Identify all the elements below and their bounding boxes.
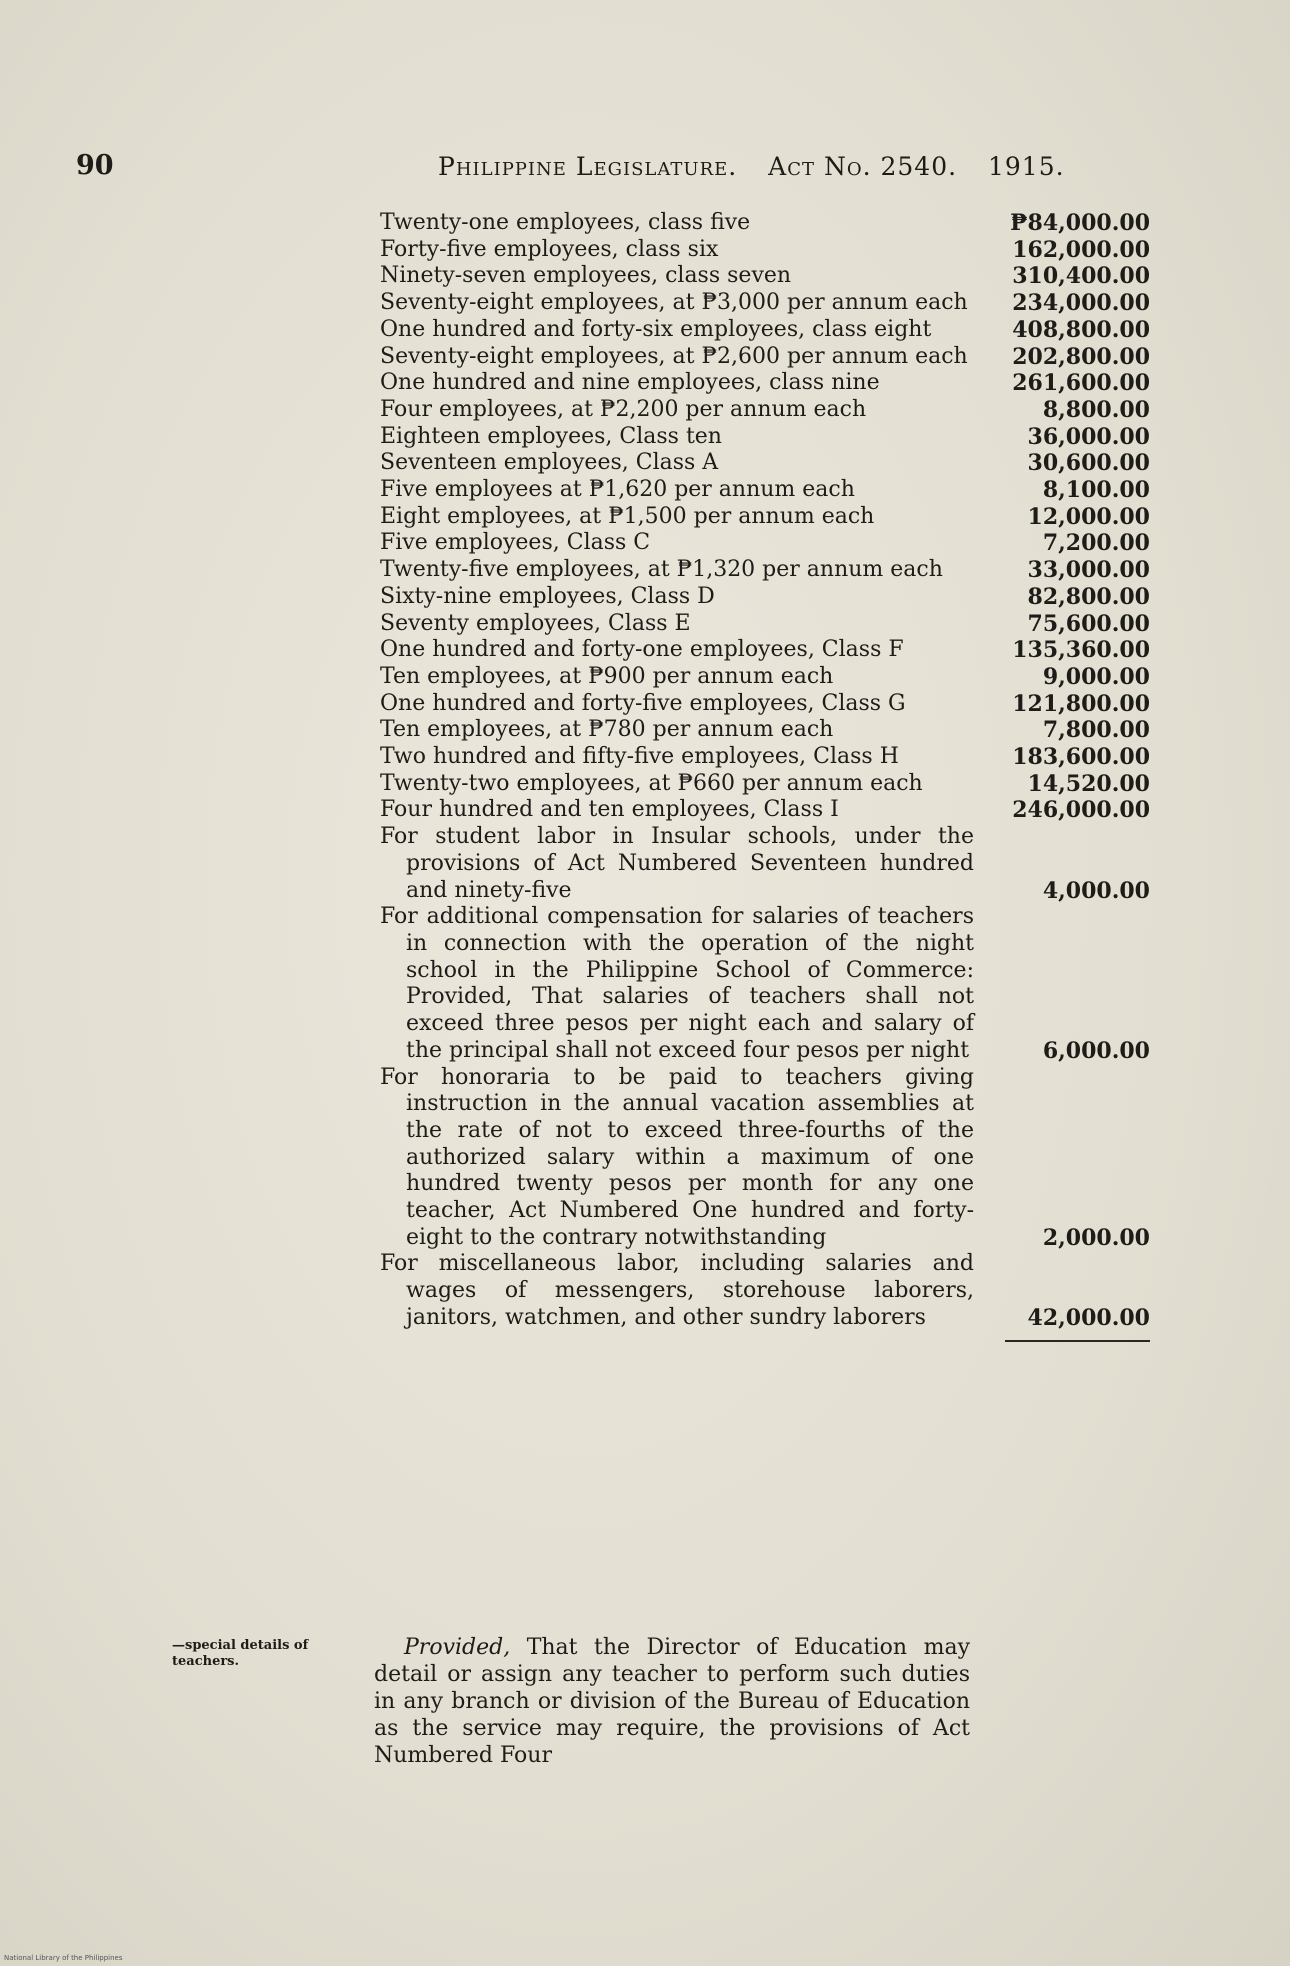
entry-description: Five employees at ₱1,620 per annum each (380, 477, 855, 503)
appropriation-entry (380, 691, 1150, 718)
appropriation-list (380, 210, 1150, 1332)
footer-credit: National Library of the Philippines (4, 1954, 123, 1962)
entry-description: Four employees, at ₱2,200 per annum each (380, 396, 867, 422)
entry-amount: 162,000.00 (1012, 236, 1150, 263)
appropriation-entry (380, 797, 1150, 824)
entry-amount: 2,000.00 (1042, 1224, 1150, 1251)
entry-description: Two hundred and fifty-five employees, Class H (380, 744, 899, 770)
running-head-act: Act No. 2540. (768, 152, 958, 181)
appropriation-entry (380, 771, 1150, 798)
entry-amount: 42,000.00 (1027, 1304, 1150, 1331)
appropriation-entry (380, 210, 1150, 237)
entry-description: Ten employees, at ₱900 per annum each (380, 663, 834, 689)
proviso-text: That the Director of Education may detail or assign any teacher to perform such duties in any branch or division of the Bureau of Education as the service may require, the provisions of Act Numbered Four (374, 1635, 970, 1768)
entry-description: Sixty-nine employees, Class D (380, 583, 715, 609)
appropriation-entry (380, 477, 1150, 504)
appropriation-entry (380, 1065, 1150, 1252)
entry-amount: 33,000.00 (1027, 557, 1150, 584)
appropriation-entry (380, 370, 1150, 397)
entry-amount: 14,520.00 (1027, 770, 1150, 797)
appropriation-entry (380, 424, 1150, 451)
entry-description: Seventy-eight employees, at ₱3,000 per annum each (380, 290, 968, 316)
appropriation-entry (380, 397, 1150, 424)
entry-amount: 12,000.00 (1027, 503, 1150, 530)
appropriation-entry (380, 664, 1150, 691)
appropriation-entry (380, 717, 1150, 744)
running-head-title: Philippine Legislature. (438, 152, 738, 181)
entry-description: Seventeen employees, Class A (380, 450, 719, 476)
appropriation-entry (380, 317, 1150, 344)
entry-amount: 234,000.00 (1012, 290, 1150, 317)
appropriation-entry (380, 530, 1150, 557)
appropriation-entry (380, 557, 1150, 584)
appropriation-entry (380, 344, 1150, 371)
running-head-year: 1915. (988, 152, 1065, 181)
entry-amount: 408,800.00 (1012, 316, 1150, 343)
entry-description: Seventy-eight employees, at ₱2,600 per annum each (380, 343, 968, 369)
entry-amount: 246,000.00 (1012, 797, 1150, 824)
entry-amount: 36,000.00 (1027, 423, 1150, 450)
appropriation-entry (380, 1251, 1150, 1331)
entry-description: Ten employees, at ₱780 per annum each (380, 717, 834, 743)
entry-amount: 4,000.00 (1042, 877, 1150, 904)
appropriation-entry (380, 237, 1150, 264)
entry-description: One hundred and forty-six employees, class eight (380, 316, 932, 342)
entry-description: For miscellaneous labor, including salaries and wages of messengers, storehouse laborers, janitors, watchmen, and other sundry laborers (380, 1251, 974, 1330)
page-header (76, 150, 1106, 190)
appropriation-entry (380, 611, 1150, 638)
entry-description: One hundred and forty-five employees, Class G (380, 690, 906, 716)
entry-amount: 8,800.00 (1042, 396, 1150, 423)
entry-description: Twenty-five employees, at ₱1,320 per annum each (380, 557, 943, 583)
total-rule (1005, 1340, 1150, 1342)
appropriation-entry (380, 744, 1150, 771)
appropriation-entry (380, 904, 1150, 1064)
proviso-lead: Provided, (404, 1635, 511, 1660)
entry-description: Twenty-two employees, at ₱660 per annum each (380, 770, 923, 796)
appropriation-entry (380, 450, 1150, 477)
entry-amount: ₱84,000.00 (1010, 210, 1150, 236)
entry-description: One hundred and forty-one employees, Class F (380, 637, 904, 663)
entry-description: For honoraria to be paid to teachers giving instruction in the annual vacation assemblies at the rate of not to exceed three-fourths of the authorized salary within a maximum of one hundred twenty pesos per month for any one teacher, Act Numbered One hundred and forty-eight to the contrary notwithstanding (380, 1064, 974, 1250)
entry-description: Five employees, Class C (380, 530, 651, 556)
entry-description: Ninety-seven employees, class seven (380, 263, 792, 289)
entry-amount: 121,800.00 (1012, 690, 1150, 717)
entry-amount: 7,800.00 (1042, 717, 1150, 744)
entry-amount: 9,000.00 (1042, 663, 1150, 690)
margin-note: —special details of teachers. (172, 1638, 309, 1669)
appropriation-entry (380, 263, 1150, 290)
entry-amount: 82,800.00 (1027, 583, 1150, 610)
entry-amount: 183,600.00 (1012, 744, 1150, 771)
entry-description: Eighteen employees, Class ten (380, 423, 722, 449)
entry-description: Twenty-one employees, class five (380, 210, 751, 235)
entry-amount: 75,600.00 (1027, 610, 1150, 637)
entry-description: For additional compensation for salaries of teachers in connection with the operation of the night school in the Philippine School of Commerce: Provided, That salaries of teachers shall not exceed three pesos per night each and salary of the principal shall not exceed four pesos per night (380, 904, 974, 1063)
appropriation-entry (380, 637, 1150, 664)
appropriation-entry (380, 584, 1150, 611)
entry-description: Eight employees, at ₱1,500 per annum each (380, 503, 875, 529)
running-head (438, 152, 1087, 181)
page-number: 90 (76, 150, 114, 181)
appropriation-entry (380, 504, 1150, 531)
entry-amount: 202,800.00 (1012, 343, 1150, 370)
entry-description: Forty-five employees, class six (380, 236, 719, 262)
entry-amount: 135,360.00 (1012, 637, 1150, 664)
entry-amount: 6,000.00 (1042, 1037, 1150, 1064)
entry-amount: 261,600.00 (1012, 370, 1150, 397)
entry-description: Seventy employees, Class E (380, 610, 691, 636)
proviso-paragraph (374, 1634, 970, 1769)
appropriation-entry (380, 824, 1150, 904)
entry-description: One hundred and nine employees, class nine (380, 370, 880, 396)
entry-amount: 7,200.00 (1042, 530, 1150, 557)
appropriation-entry (380, 290, 1150, 317)
entry-description: For student labor in Insular schools, under the provisions of Act Numbered Seventeen hundred and ninety-five (380, 824, 974, 903)
entry-description: Four hundred and ten employees, Class I (380, 797, 839, 823)
entry-amount: 310,400.00 (1012, 263, 1150, 290)
entry-amount: 30,600.00 (1027, 450, 1150, 477)
entry-amount: 8,100.00 (1042, 477, 1150, 504)
